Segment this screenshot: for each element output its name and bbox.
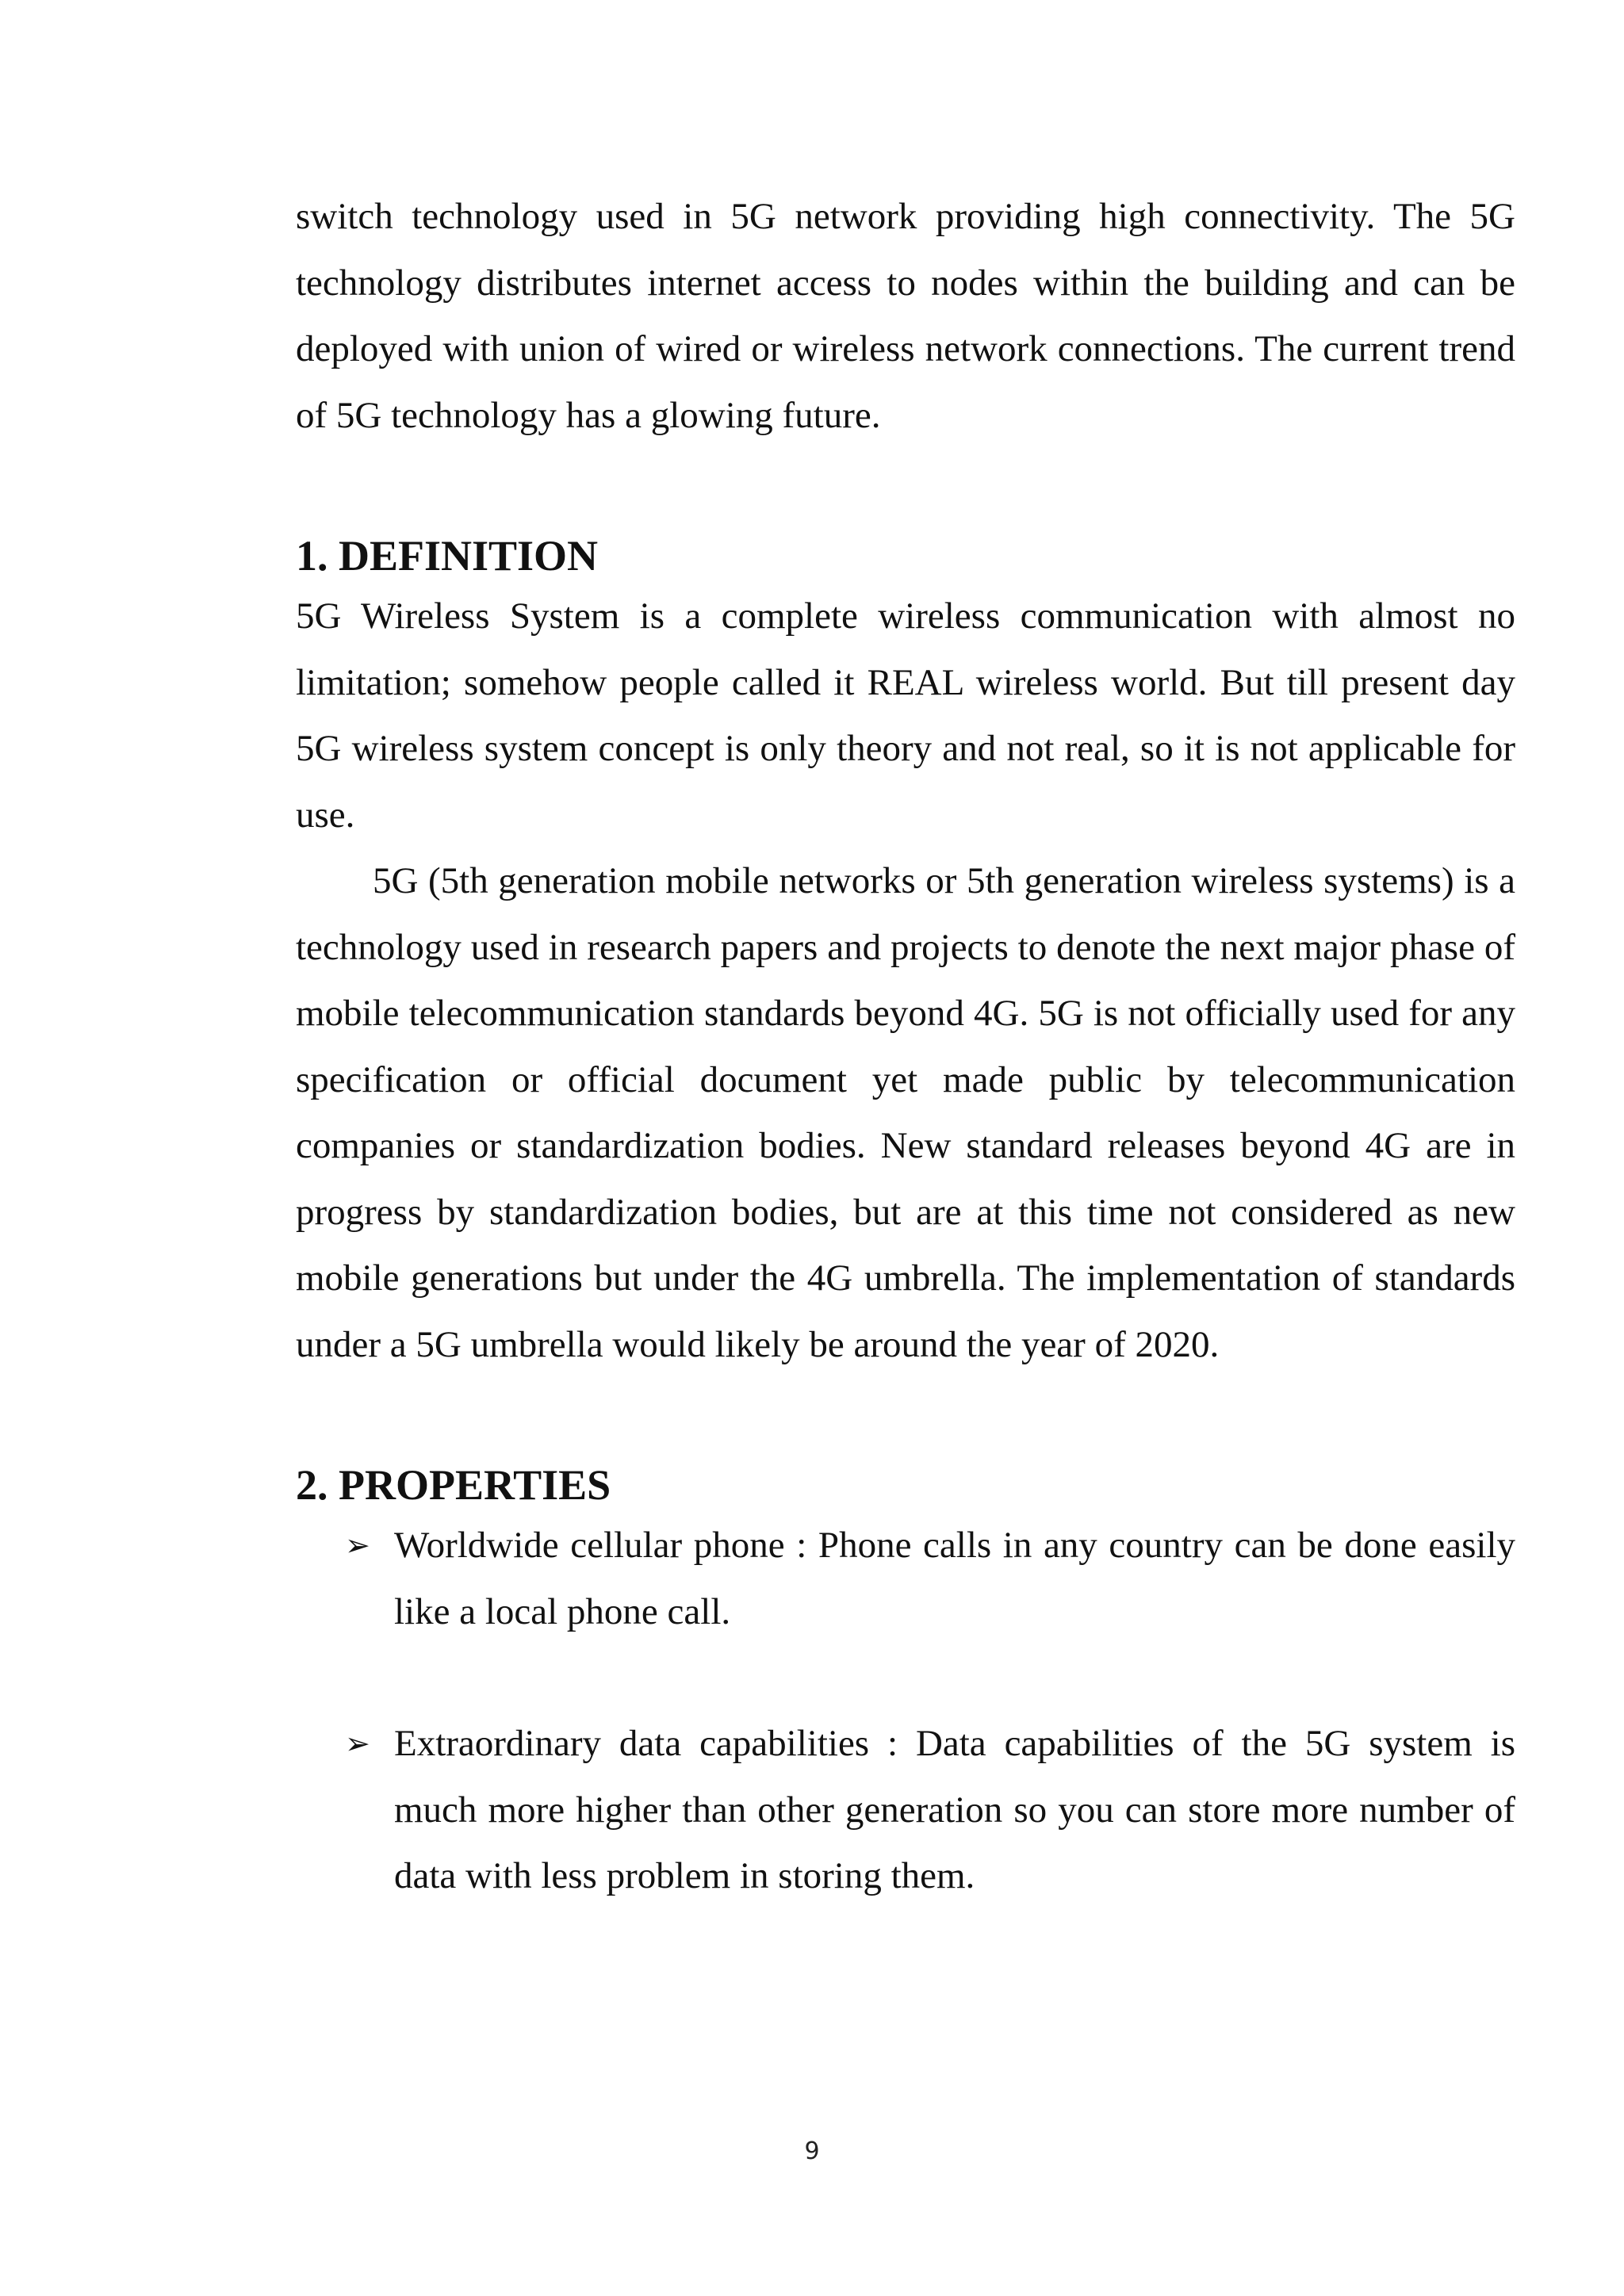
page-content	[296, 184, 1515, 1910]
properties-heading: 2. PROPERTIES	[296, 1461, 611, 1509]
list-item	[296, 1513, 1515, 1645]
arrow-bullet-icon: ➢	[345, 1726, 370, 1761]
definition-paragraph-1: 5G Wireless System is a complete wireless communication with almost no limitation; somehow people called it REAL wireless world. But till present day 5G wireless system concept is only theory and not real, so it is not applicable for use.	[296, 595, 1515, 836]
page-number: 9	[804, 2137, 820, 2165]
property-text: Extraordinary data capabilities : Data capabilities of the 5G system is much more higher than other generation so you can store more number of data with less problem in storing them.	[394, 1723, 1515, 1896]
list-item	[296, 1711, 1515, 1910]
definition-heading: 1. DEFINITION	[296, 532, 599, 580]
arrow-bullet-icon: ➢	[345, 1528, 370, 1563]
intro-paragraph: switch technology used in 5G network providing high connectivity. The 5G technology distributes internet access to nodes within the building and can be deployed with union of wired or wireless network connections. The current trend of 5G technology has a glowing future.	[296, 196, 1515, 436]
property-text: Worldwide cellular phone : Phone calls in any country can be done easily like a local phone call.	[394, 1525, 1515, 1632]
properties-list	[296, 1513, 1515, 1910]
definition-paragraph-2: 5G (5th generation mobile networks or 5th generation wireless systems) is a technology used in research papers and projects to denote the next major phase of mobile telecommunication standards beyond 4G. 5G is not officially used for any specification or official document yet made public by telecommunication companies or standardization bodies. New standard releases beyond 4G are in progress by standardization bodies, but are at this time not considered as new mobile generations but under the 4G umbrella. The implementation of standards under a 5G umbrella would likely be around the year of 2020.	[296, 860, 1515, 1365]
